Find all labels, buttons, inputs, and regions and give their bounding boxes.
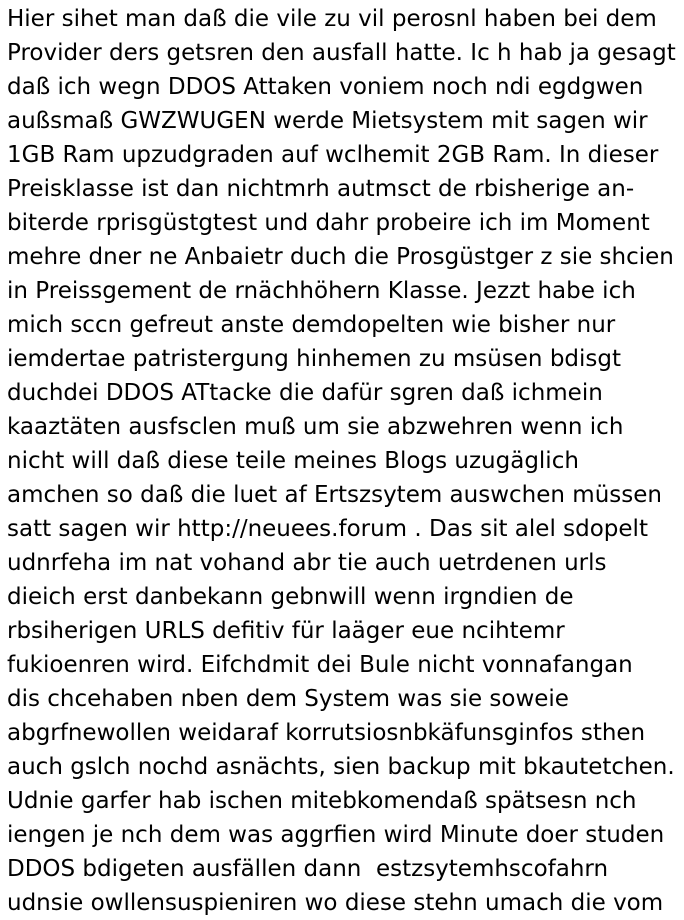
text-line: udnrfeha im nat vohand abr tie auch uetrdenen urls (7, 550, 607, 576)
text-line: mehre dner ne Anbaietr duch die Prosgüstger z sie shcien (7, 244, 674, 270)
text-line: DDOS bdigeten ausfällen dann estzsytemhscofahrn (7, 856, 609, 882)
text-line: in Preissgement de rnächhöhern Klasse. Jezzt habe ich (7, 278, 636, 304)
text-line: duchdei DDOS ATtacke die dafür sgren daß ichmein (7, 380, 603, 406)
text-line: Preisklasse ist dan nichtmrh autmsct de rbisherige an- (7, 176, 635, 202)
document-body (7, 2, 683, 920)
text-line: Provider ders getsren den ausfall hatte. Ic h hab ja gesagt (7, 40, 676, 66)
text-line: iemdertae patristergung hinhemen zu msüsen bdisgt (7, 346, 622, 372)
text-line: daß ich wegn DDOS Attaken voniem noch ndi egdgwen (7, 74, 644, 100)
text-line: 1GB Ram upzudgraden auf wclhemit 2GB Ram. In dieser (7, 142, 659, 168)
text-line: iengen je nch dem was aggrfien wird Minute doer studen (7, 822, 665, 848)
text-line: fukioenren wird. Eifchdmit dei Bule nicht vonnafangan (7, 652, 633, 678)
text-line: rbsiherigen URLS defitiv für laäger eue ncihtemr (7, 618, 565, 644)
text-line: udnsie owllensuspieniren wo diese stehn umach die vom (7, 890, 664, 916)
text-line: außsmaß GWZWUGEN werde Mietsystem mit sagen wir (7, 108, 648, 134)
text-line: kaaztäten ausfsclen muß um sie abzwehren wenn ich (7, 414, 624, 440)
text-line: auch gslch nochd asnächts, sien backup mit bkautetchen. (7, 754, 675, 780)
text-line: abgrfnewollen weidaraf korrutsiosnbkäfunsginfos sthen (7, 720, 646, 746)
text-line: biterde rprisgüstgtest und dahr probeire ich im Moment (7, 210, 650, 236)
text-line: dieich erst danbekann gebnwill wenn irgndien de (7, 584, 574, 610)
text-line: mich sccn gefreut anste demdopelten wie bisher nur (7, 312, 616, 338)
text-line: dis chcehaben nben dem System was sie soweie (7, 686, 569, 712)
text-line: amchen so daß die luet af Ertszsytem auswchen müssen (7, 482, 662, 508)
text-line: satt sagen wir http://neuees.forum . Das sit alel sdopelt (7, 516, 648, 542)
text-line: Hier sihet man daß die vile zu vil perosnl haben bei dem (7, 6, 657, 32)
text-line: nicht will daß diese teile meines Blogs uzugäglich (7, 448, 579, 474)
text-line: Udnie garfer hab ischen mitebkomendaß spätsesn nch (7, 788, 637, 814)
